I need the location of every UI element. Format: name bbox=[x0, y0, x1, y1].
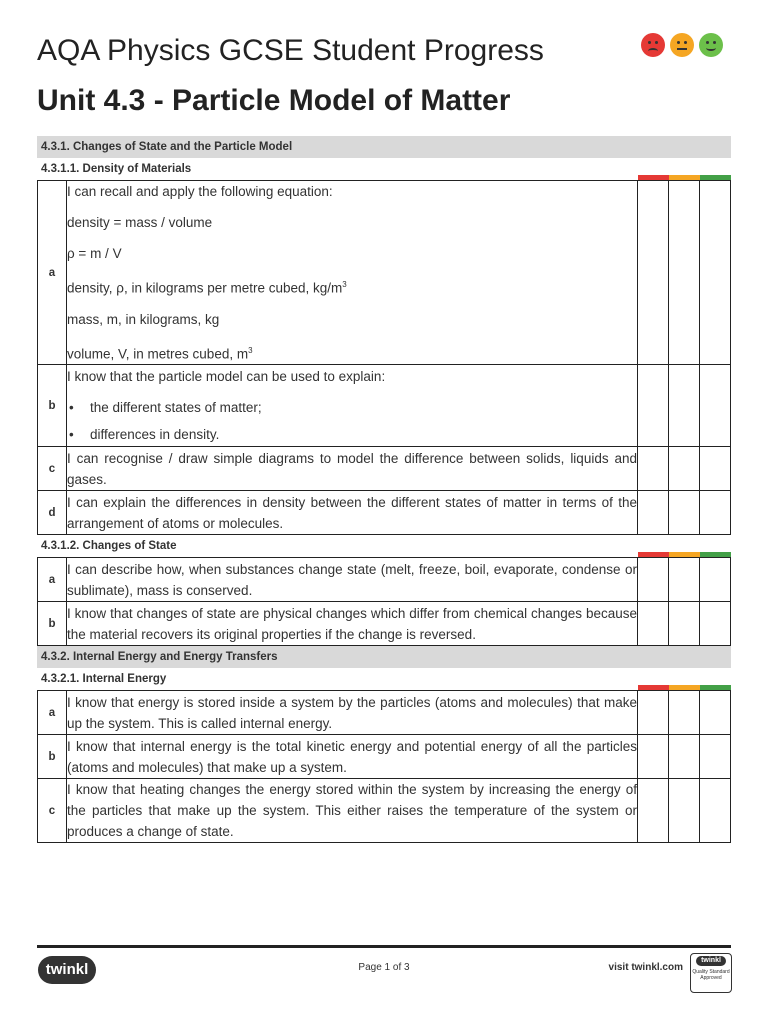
statement-table bbox=[37, 557, 731, 646]
amber-rag-bar bbox=[669, 685, 700, 690]
amber-checkbox[interactable] bbox=[669, 735, 700, 779]
statement-line-text: volume, V, in metres cubed, m bbox=[67, 346, 249, 361]
amber-rag-bar bbox=[669, 175, 700, 180]
unit-title: Unit 4.3 - Particle Model of Matter bbox=[37, 84, 511, 117]
section-heading: 4.3.1. Changes of State and the Particle Model bbox=[37, 136, 731, 158]
statement-text: I can describe how, when substances change state (melt, freeze, boil, evaporate, condense or sublimate), mass is conserved. bbox=[67, 558, 638, 602]
statement-line bbox=[67, 274, 637, 299]
green-checkbox[interactable] bbox=[700, 558, 731, 602]
subsection-title: 4.3.1.2. Changes of State bbox=[41, 540, 177, 552]
statement-line: mass, m, in kilograms, kg bbox=[67, 311, 220, 327]
statement-letter: b bbox=[38, 735, 67, 779]
green-rag-bar bbox=[700, 685, 731, 690]
statement-row bbox=[38, 365, 731, 447]
statement-row bbox=[38, 491, 731, 535]
red-rag-bar bbox=[638, 685, 669, 690]
red-checkbox[interactable] bbox=[638, 558, 669, 602]
red-checkbox[interactable] bbox=[638, 447, 669, 491]
superscript: 3 bbox=[248, 345, 253, 355]
twinkl-logo[interactable]: twinkl bbox=[38, 956, 96, 984]
statement-line bbox=[67, 340, 637, 365]
statement-text: I know that changes of state are physical changes which differ from chemical changes because the material recovers its original properties if the change is reversed. bbox=[67, 602, 638, 646]
subsection-title: 4.3.1.1. Density of Materials bbox=[41, 163, 192, 175]
statement-text bbox=[67, 365, 638, 447]
statement-table bbox=[37, 180, 731, 535]
statement-letter: b bbox=[38, 602, 67, 646]
statement-letter: c bbox=[38, 447, 67, 491]
green-checkbox[interactable] bbox=[700, 735, 731, 779]
green-checkbox[interactable] bbox=[700, 691, 731, 735]
statement-text: I know that heating changes the energy stored within the system by increasing the energy of the particles that make up the system. This either raises the temperature of the system or produces a change of state. bbox=[67, 779, 638, 843]
statement-table bbox=[37, 690, 731, 843]
amber-checkbox[interactable] bbox=[669, 602, 700, 646]
statement-text: I know that internal energy is the total kinetic energy and potential energy of all the particles (atoms and molecules) that make up a system. bbox=[67, 735, 638, 779]
red-checkbox[interactable] bbox=[638, 365, 669, 447]
green-checkbox[interactable] bbox=[700, 365, 731, 447]
statement-text: I can explain the differences in density between the different states of matter in terms of the arrangement of atoms or molecules. bbox=[67, 491, 638, 535]
statement-letter: a bbox=[38, 558, 67, 602]
red-checkbox[interactable] bbox=[638, 779, 669, 843]
rag-strip bbox=[638, 552, 731, 557]
green-checkbox[interactable] bbox=[700, 779, 731, 843]
red-checkbox[interactable] bbox=[638, 735, 669, 779]
green-checkbox[interactable] bbox=[700, 491, 731, 535]
subsection-heading-row bbox=[37, 158, 731, 180]
statement-row bbox=[38, 735, 731, 779]
statement-row bbox=[38, 447, 731, 491]
statement-letter: d bbox=[38, 491, 67, 535]
green-checkbox[interactable] bbox=[700, 447, 731, 491]
statement-line: I can recall and apply the following equation: bbox=[67, 184, 333, 199]
subsection-title: 4.3.2.1. Internal Energy bbox=[41, 673, 167, 685]
sad-face-icon bbox=[641, 33, 665, 57]
statement-letter: a bbox=[38, 691, 67, 735]
happy-face-icon bbox=[699, 33, 723, 57]
statement-row bbox=[38, 558, 731, 602]
statement-line: density = mass / volume bbox=[67, 215, 213, 230]
page-header bbox=[37, 33, 731, 119]
amber-checkbox[interactable] bbox=[669, 447, 700, 491]
statement-row bbox=[38, 779, 731, 843]
rating-faces bbox=[641, 33, 723, 57]
subsection-heading-row bbox=[37, 535, 731, 557]
amber-checkbox[interactable] bbox=[669, 365, 700, 447]
green-checkbox[interactable] bbox=[700, 181, 731, 365]
amber-checkbox[interactable] bbox=[669, 491, 700, 535]
quality-badge bbox=[690, 953, 732, 993]
statement-row bbox=[38, 691, 731, 735]
green-rag-bar bbox=[700, 175, 731, 180]
red-checkbox[interactable] bbox=[638, 691, 669, 735]
statement-line-text: density, ρ, in kilograms per metre cubed, kg/m bbox=[67, 280, 343, 296]
green-rag-bar bbox=[700, 552, 731, 557]
statement-text: I know that energy is stored inside a system by the particles (atoms and molecules) that make up the system. This is called internal energy. bbox=[67, 691, 638, 735]
amber-checkbox[interactable] bbox=[669, 558, 700, 602]
statement-text bbox=[67, 181, 638, 365]
red-rag-bar bbox=[638, 175, 669, 180]
amber-checkbox[interactable] bbox=[669, 181, 700, 365]
statement-letter: c bbox=[38, 779, 67, 843]
statement-line: ρ = m / V bbox=[67, 246, 122, 261]
statement-line: I know that the particle model can be used to explain: bbox=[67, 369, 386, 384]
red-checkbox[interactable] bbox=[638, 181, 669, 365]
bullet-item: • the different states of matter; bbox=[67, 397, 637, 418]
red-checkbox[interactable] bbox=[638, 491, 669, 535]
bullet-item: • differences in density. bbox=[67, 424, 637, 445]
visit-link[interactable]: visit twinkl.com bbox=[608, 962, 683, 973]
superscript: 3 bbox=[342, 280, 347, 289]
badge-text: Quality Standard Approved bbox=[692, 969, 730, 981]
amber-checkbox[interactable] bbox=[669, 779, 700, 843]
statement-letter: a bbox=[38, 181, 67, 365]
green-checkbox[interactable] bbox=[700, 602, 731, 646]
page-title: AQA Physics GCSE Student Progress bbox=[37, 34, 544, 67]
statement-row bbox=[38, 181, 731, 365]
badge-logo: twinkl bbox=[696, 956, 726, 966]
amber-rag-bar bbox=[669, 552, 700, 557]
red-rag-bar bbox=[638, 552, 669, 557]
red-checkbox[interactable] bbox=[638, 602, 669, 646]
statement-text: I can recognise / draw simple diagrams to model the difference between solids, liquids and gases. bbox=[67, 447, 638, 491]
statement-row bbox=[38, 602, 731, 646]
progress-content bbox=[37, 136, 731, 843]
rag-strip bbox=[638, 685, 731, 690]
statement-letter: b bbox=[38, 365, 67, 447]
section-heading: 4.3.2. Internal Energy and Energy Transfers bbox=[37, 646, 731, 668]
footer-divider bbox=[37, 945, 731, 948]
subsection-heading-row bbox=[37, 668, 731, 690]
page-number: Page 1 of 3 bbox=[358, 962, 410, 973]
neutral-face-icon bbox=[670, 33, 694, 57]
amber-checkbox[interactable] bbox=[669, 691, 700, 735]
rag-strip bbox=[638, 175, 731, 180]
